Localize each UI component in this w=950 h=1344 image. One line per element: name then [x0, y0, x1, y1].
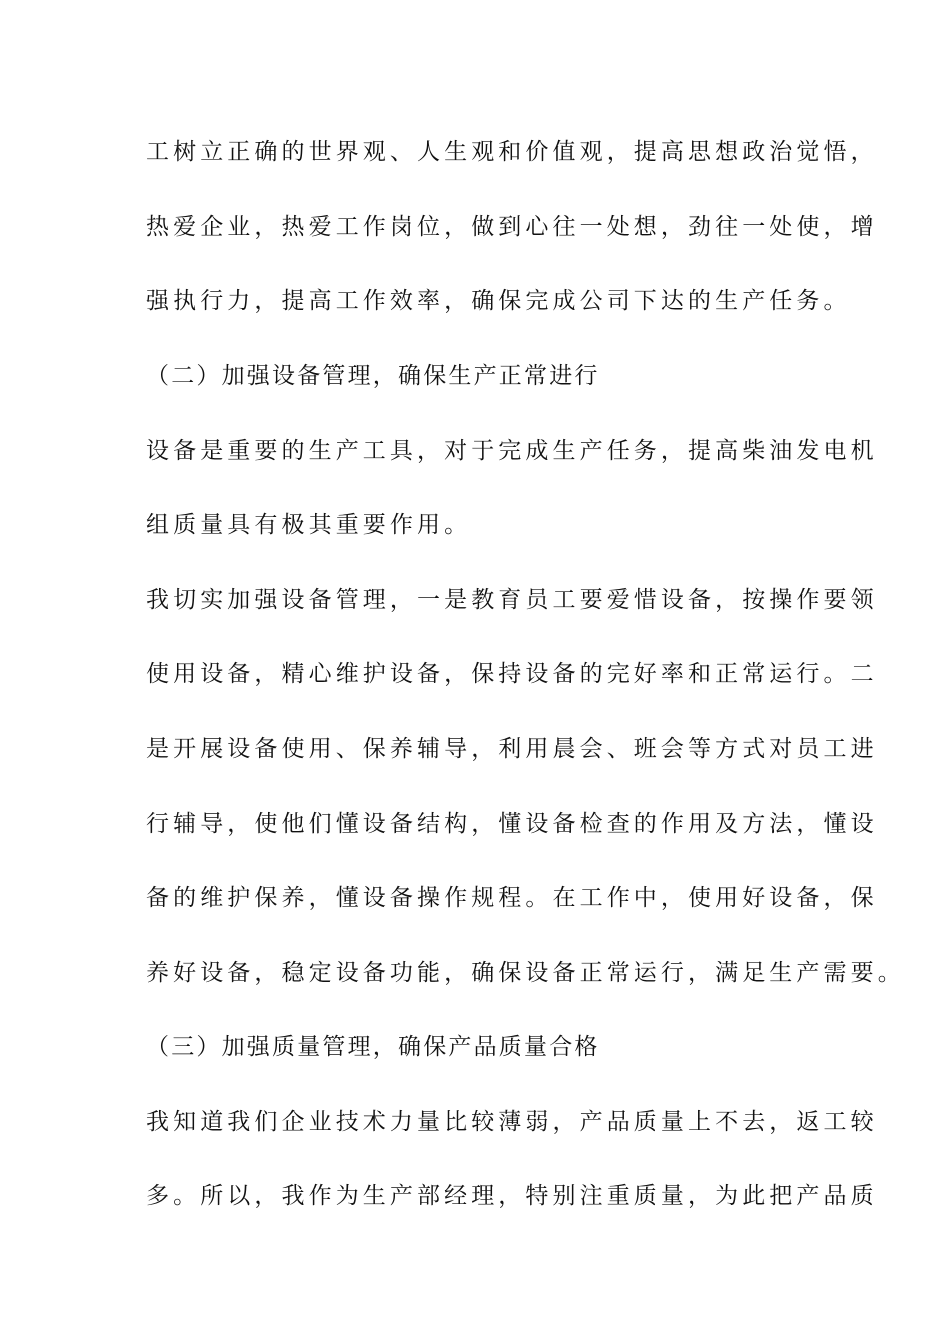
section-heading: （三）加强质量管理，确保产品质量合格	[146, 1034, 600, 1060]
body-text-line: 组质量具有极其重要作用。	[146, 512, 472, 538]
body-text-line: 热爱企业，热爱工作岗位，做到心往一处想，劲往一处使，增	[146, 214, 878, 240]
body-text-line: 设备是重要的生产工具，对于完成生产任务，提高柴油发电机	[146, 438, 878, 464]
body-text-line: 工树立正确的世界观、人生观和价值观，提高思想政治觉悟，	[146, 139, 878, 165]
body-text-line: 行辅导，使他们懂设备结构，懂设备检查的作用及方法，懂设	[146, 811, 878, 837]
body-text-line: 备的维护保养，懂设备操作规程。在工作中，使用好设备，保	[146, 885, 878, 911]
body-text-line: 多。所以，我作为生产部经理，特别注重质量，为此把产品质	[146, 1183, 878, 1209]
body-text-line: 我切实加强设备管理，一是教育员工要爱惜设备，按操作要领	[146, 587, 878, 613]
body-text-line: 使用设备，精心维护设备，保持设备的完好率和正常运行。二	[146, 661, 878, 687]
section-heading: （二）加强设备管理，确保生产正常进行	[146, 363, 600, 389]
body-text-line: 养好设备，稳定设备功能，确保设备正常运行，满足生产需要。	[146, 960, 905, 986]
body-text-line: 我知道我们企业技术力量比较薄弱，产品质量上不去，返工较	[146, 1109, 878, 1135]
body-text-line: 是开展设备使用、保养辅导，利用晨会、班会等方式对员工进	[146, 736, 878, 762]
body-text-line: 强执行力，提高工作效率，确保完成公司下达的生产任务。	[146, 288, 851, 314]
